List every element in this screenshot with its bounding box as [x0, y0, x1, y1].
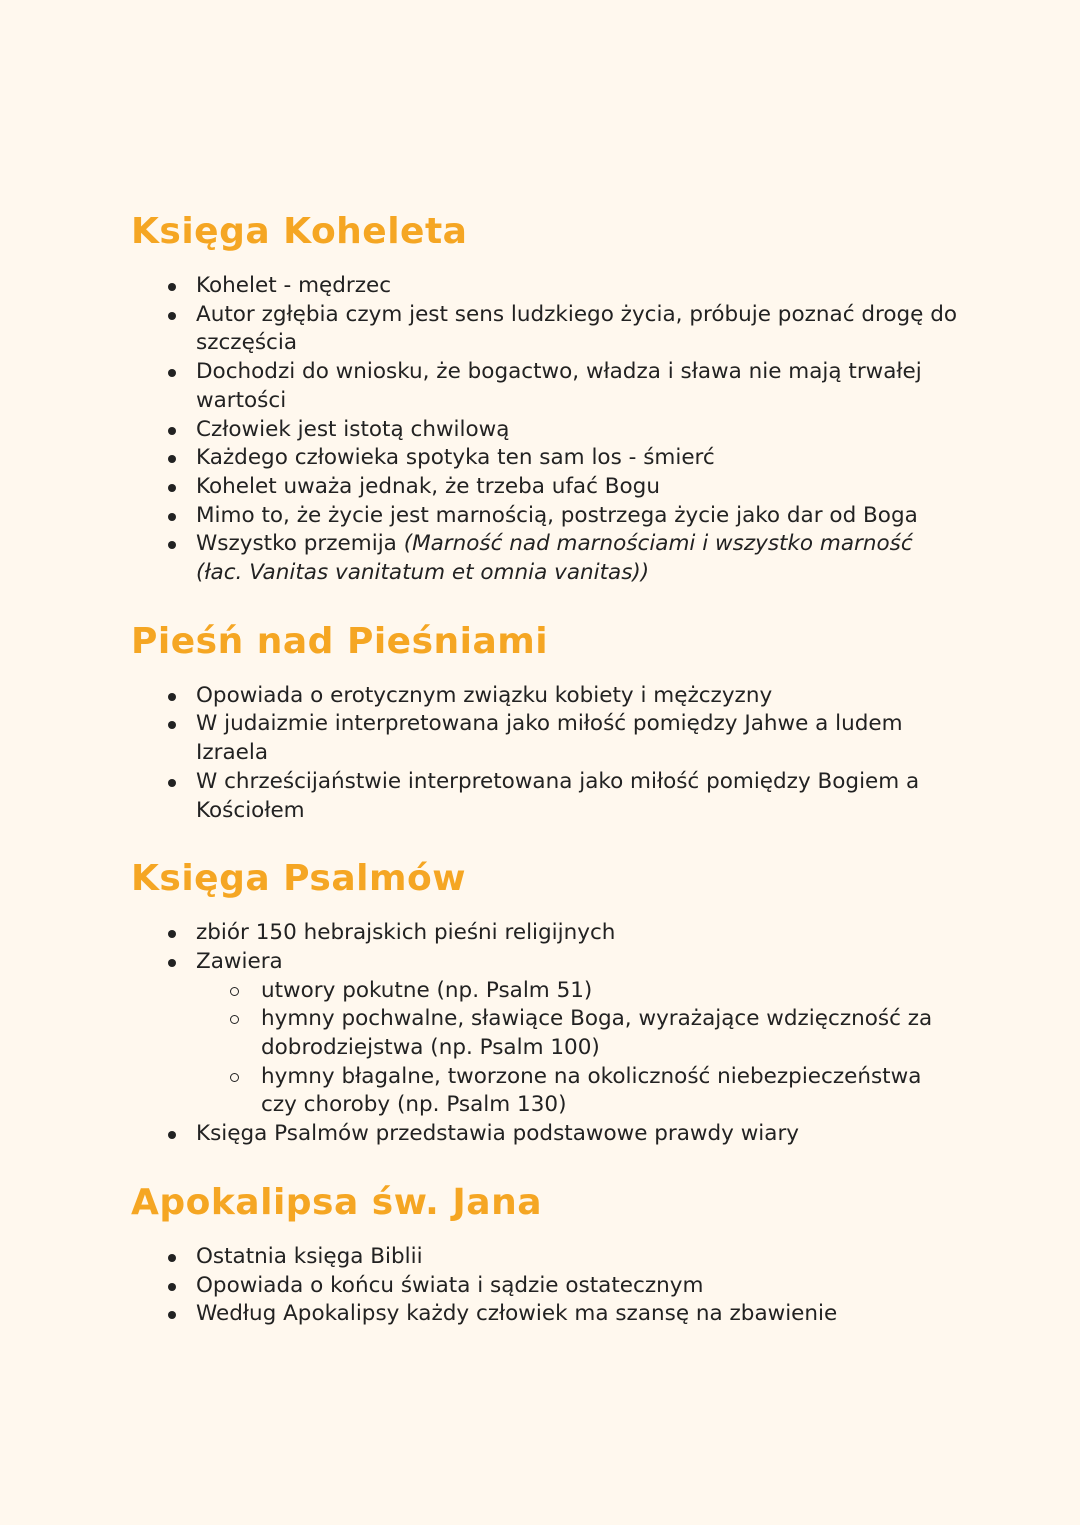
sub-list-item: hymny pochwalne, sławiące Boga, wyrażające wdzięczność za dobrodziejstwa (np. Psalm 100) — [196, 1005, 960, 1062]
section-apokalipsa — [131, 1177, 960, 1329]
sub-list — [131, 977, 960, 1121]
sub-list-item: hymny błagalne, tworzone na okoliczność niebezpieczeństwa czy choroby (np. Psalm 130) — [196, 1063, 960, 1120]
list-item: Każdego człowieka spotyka ten sam los - śmierć — [131, 444, 960, 473]
list-item: W chrześcijaństwie interpretowana jako miłość pomiędzy Bogiem a Kościołem — [131, 768, 960, 825]
list-item: Autor zgłębia czym jest sens ludzkiego życia, próbuje poznać drogę do szczęścia — [131, 301, 960, 358]
bullet-list — [131, 919, 960, 1149]
list-item: W judaizmie interpretowana jako miłość pomiędzy Jahwe a ludem Izraela — [131, 710, 960, 767]
list-item: Według Apokalipsy każdy człowiek ma szansę na zbawienie — [131, 1300, 960, 1329]
bullet-list — [131, 272, 960, 588]
list-item — [131, 530, 960, 587]
list-item-text: Wszystko przemija — [196, 531, 397, 557]
section-title: Apokalipsa św. Jana — [131, 1181, 543, 1223]
list-item: Kohelet - mędrzec — [131, 272, 960, 301]
sub-list-item: utwory pokutne (np. Psalm 51) — [196, 977, 960, 1006]
list-item: Opowiada o końcu świata i sądzie ostatecznym — [131, 1272, 960, 1301]
section-title: Księga Psalmów — [131, 858, 466, 900]
list-item: Dochodzi do wniosku, że bogactwo, władza i sława nie mają trwałej wartości — [131, 358, 960, 415]
section-title: Księga Koheleta — [131, 211, 468, 252]
list-item: zbiór 150 hebrajskich pieśni religijnych — [131, 919, 960, 948]
list-item — [131, 948, 960, 1120]
bullet-list — [131, 1243, 960, 1329]
list-item: Człowiek jest istotą chwilową — [131, 416, 960, 445]
list-item: Ostatnia księga Biblii — [131, 1243, 960, 1272]
list-item: Opowiada o erotycznym związku kobiety i mężczyzny — [131, 682, 960, 711]
list-item: Księga Psalmów przedstawia podstawowe prawdy wiary — [131, 1120, 960, 1149]
section-ksiega-psalmow — [131, 853, 960, 1149]
bullet-list — [131, 682, 960, 826]
latin-quote: (Marność nad marnościami i wszystko marność (łac. Vanitas vanitatum et omnia vanitas)) — [196, 531, 913, 586]
list-item-text: Zawiera — [196, 948, 283, 974]
list-item: Kohelet uważa jednak, że trzeba ufać Bogu — [131, 473, 960, 502]
section-title: Pieśń nad Pieśniami — [131, 620, 549, 662]
list-item: Mimo to, że życie jest marnością, postrzega życie jako dar od Boga — [131, 502, 960, 531]
section-piesn-nad-piesniami — [131, 616, 960, 826]
section-ksiega-koheleta — [131, 206, 960, 588]
